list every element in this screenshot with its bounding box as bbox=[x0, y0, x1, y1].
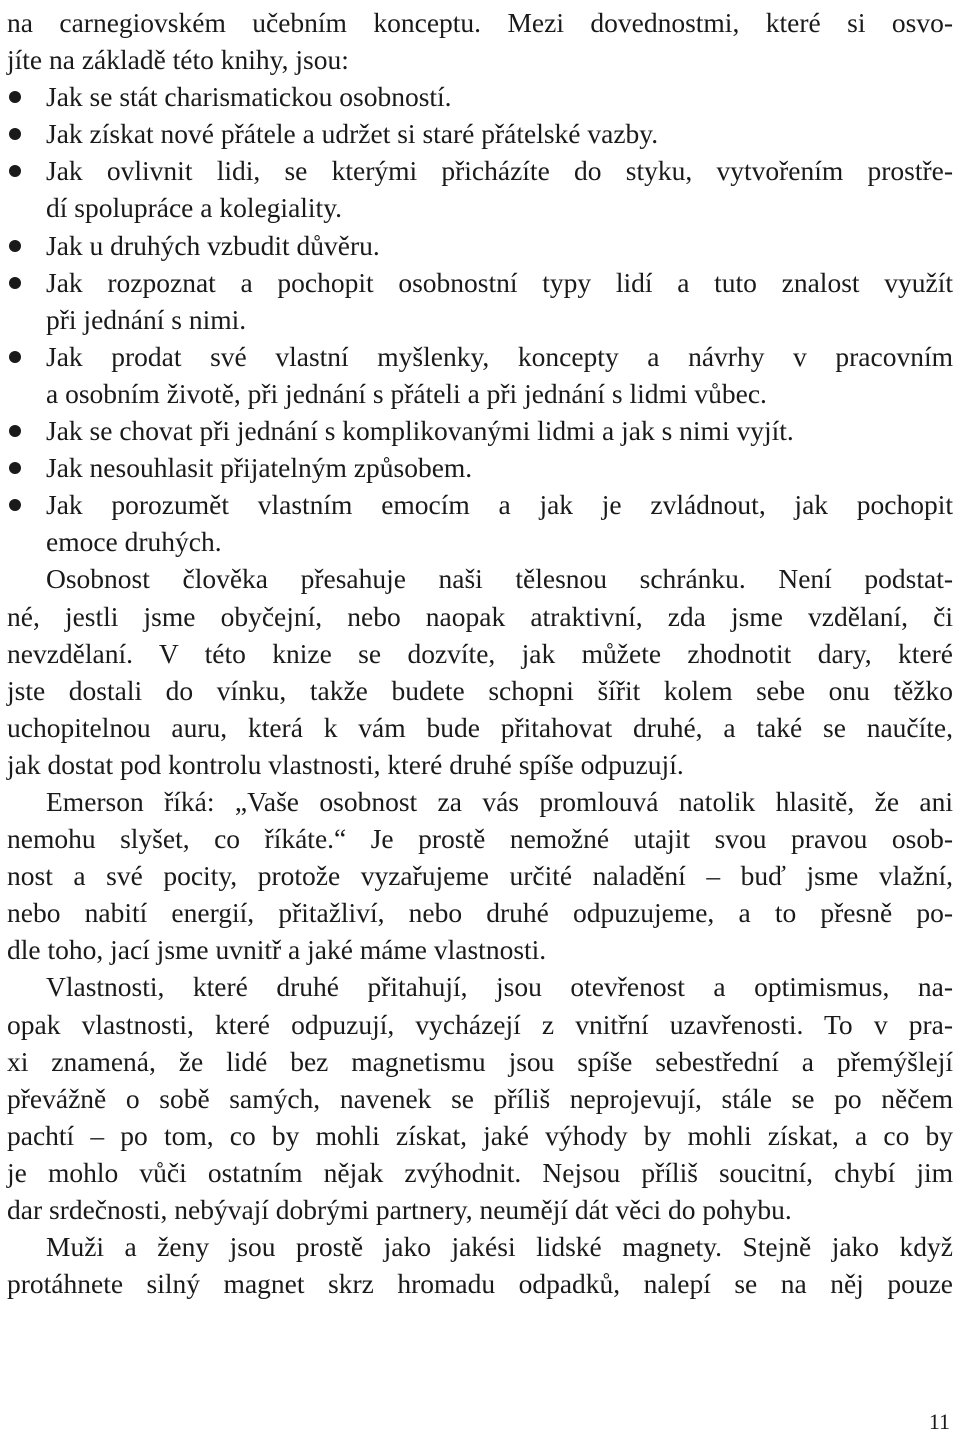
text-line bbox=[7, 1043, 953, 1080]
bullet-list-item bbox=[7, 486, 953, 523]
bullet-list-item bbox=[7, 338, 953, 375]
bullet-list-item bbox=[7, 115, 953, 152]
page-number: 11 bbox=[928, 1409, 950, 1434]
bullet-list-item bbox=[7, 264, 953, 301]
line-text: Muži a ženy jsou prostě jako jakési lidské magnety. Stejně jako když bbox=[46, 1231, 953, 1263]
text-line bbox=[7, 894, 953, 931]
text-line bbox=[7, 4, 953, 41]
text-line bbox=[7, 1191, 953, 1228]
text-line bbox=[7, 857, 953, 894]
book-page bbox=[7, 4, 953, 1302]
line-text: nemohu slyšet, co říkáte.“ Je prostě nemožné utajit svou pravou osob- bbox=[7, 823, 953, 855]
line-text: jste dostali do vínku, takže budete schopni šířit kolem sebe onu těžko bbox=[7, 674, 953, 706]
bullet-dot-icon bbox=[9, 128, 21, 140]
line-text: emoce druhých. bbox=[46, 526, 222, 558]
bullet-dot-icon bbox=[9, 425, 21, 437]
line-text: opak vlastnosti, které odpuzují, vycházejí z vnitřní uzavřenosti. To v pra- bbox=[7, 1008, 953, 1040]
line-text: Jak prodat své vlastní myšlenky, koncepty a návrhy v pracovním bbox=[46, 340, 953, 372]
line-text: dí spolupráce a kolegiality. bbox=[46, 192, 343, 224]
bullet-continuation-line bbox=[7, 375, 953, 412]
line-text: dle toho, jací jsme uvnitř a jaké máme vlastnosti. bbox=[7, 934, 547, 966]
bullet-list-item bbox=[7, 412, 953, 449]
text-line bbox=[7, 746, 953, 783]
text-line bbox=[7, 820, 953, 857]
text-line bbox=[7, 41, 953, 78]
line-text: jak dostat pod kontrolu vlastnosti, které druhé spíše odpuzují. bbox=[7, 748, 684, 780]
line-text: né, jestli jsme obyčejní, nebo naopak atraktivní, zda jsme vzdělaní, či bbox=[7, 600, 953, 632]
line-text: Osobnost člověka přesahuje naši tělesnou schránku. Není podstat- bbox=[46, 563, 953, 595]
bullet-dot-icon bbox=[9, 91, 21, 103]
line-text: nost a své pocity, protože vyzařujeme určité naladění – buď jsme vlažní, bbox=[7, 860, 953, 892]
line-text: xi znamená, že lidé bez magnetismu jsou spíše sebestřední a přemýšlejí bbox=[7, 1045, 953, 1077]
text-line bbox=[7, 1265, 953, 1302]
text-line bbox=[7, 598, 953, 635]
line-text: pachtí – po tom, co by mohli získat, jaké výhody by mohli získat, a co by bbox=[7, 1119, 953, 1151]
bullet-dot-icon bbox=[9, 462, 21, 474]
bullet-list-item bbox=[7, 152, 953, 189]
line-text: při jednání s nimi. bbox=[46, 303, 247, 335]
line-text: dar srdečnosti, nebývají dobrými partnery, neumějí dát věci do pohybu. bbox=[7, 1194, 792, 1225]
line-text: Jak rozpoznat a pochopit osobnostní typy lidí a tuto znalost využít bbox=[46, 266, 953, 298]
text-line bbox=[7, 1080, 953, 1117]
bullet-dot-icon bbox=[9, 499, 21, 511]
bullet-list-item bbox=[7, 78, 953, 115]
line-text: na carnegiovském učebním konceptu. Mezi dovednostmi, které si osvo- bbox=[7, 7, 953, 38]
line-text: Jak u druhých vzbudit důvěru. bbox=[46, 229, 380, 261]
line-text: Vlastnosti, které druhé přitahují, jsou otevřenost a optimismus, na- bbox=[46, 971, 953, 1003]
line-text: Jak se stát charismatickou osobností. bbox=[46, 81, 452, 113]
line-text: Jak ovlivnit lidi, se kterými přicházíte do styku, vytvořením prostře- bbox=[46, 155, 953, 187]
line-text: Jak získat nové přátele a udržet si staré přátelské vazby. bbox=[46, 118, 659, 150]
line-text: nebo nabití energií, přitažliví, nebo druhé odpuzujeme, a to přesně po- bbox=[7, 897, 953, 929]
bullet-continuation-line bbox=[7, 301, 953, 338]
text-line bbox=[7, 709, 953, 746]
text-line bbox=[7, 672, 953, 709]
text-line bbox=[7, 1154, 953, 1191]
bullet-dot-icon bbox=[9, 351, 21, 363]
paragraph-first-line bbox=[7, 783, 953, 820]
line-text: Jak se chovat při jednání s komplikovanými lidmi a jak s nimi vyjít. bbox=[46, 415, 794, 447]
bullet-continuation-line bbox=[7, 189, 953, 226]
bullet-list-item bbox=[7, 449, 953, 486]
line-text: protáhnete silný magnet skrz hromadu odpadků, nalepí se na něj pouze bbox=[7, 1268, 953, 1300]
paragraph-first-line bbox=[7, 1228, 953, 1265]
paragraph-first-line bbox=[7, 968, 953, 1005]
line-text: nevzdělaní. V této knize se dozvíte, jak můžete zhodnotit dary, které bbox=[7, 637, 953, 669]
line-text: Jak porozumět vlastním emocím a jak je zvládnout, jak pochopit bbox=[46, 489, 953, 521]
line-text: jíte na základě této knihy, jsou: bbox=[7, 44, 349, 76]
bullet-list-item bbox=[7, 227, 953, 264]
line-text: Emerson říká: „Vaše osobnost za vás promlouvá natolik hlasitě, že ani bbox=[46, 785, 953, 817]
line-text: převážně o sobě samých, navenek se příliš neprojevují, stále se po něčem bbox=[7, 1082, 953, 1114]
bullet-continuation-line bbox=[7, 523, 953, 560]
bullet-dot-icon bbox=[9, 165, 21, 177]
text-line bbox=[7, 1117, 953, 1154]
text-line bbox=[7, 931, 953, 968]
bullet-dot-icon bbox=[9, 277, 21, 289]
line-text: uchopitelnou auru, která k vám bude přitahovat druhé, a také se naučíte, bbox=[7, 711, 953, 743]
line-text: Jak nesouhlasit přijatelným způsobem. bbox=[46, 452, 473, 484]
line-text: je mohlo vůči ostatním nějak zvýhodnit. Nejsou příliš soucitní, chybí jim bbox=[7, 1156, 953, 1188]
paragraph-first-line bbox=[7, 560, 953, 597]
text-line bbox=[7, 635, 953, 672]
text-line bbox=[7, 1006, 953, 1043]
bullet-dot-icon bbox=[9, 240, 21, 252]
line-text: a osobním životě, při jednání s přáteli a při jednání s lidmi vůbec. bbox=[46, 377, 767, 409]
